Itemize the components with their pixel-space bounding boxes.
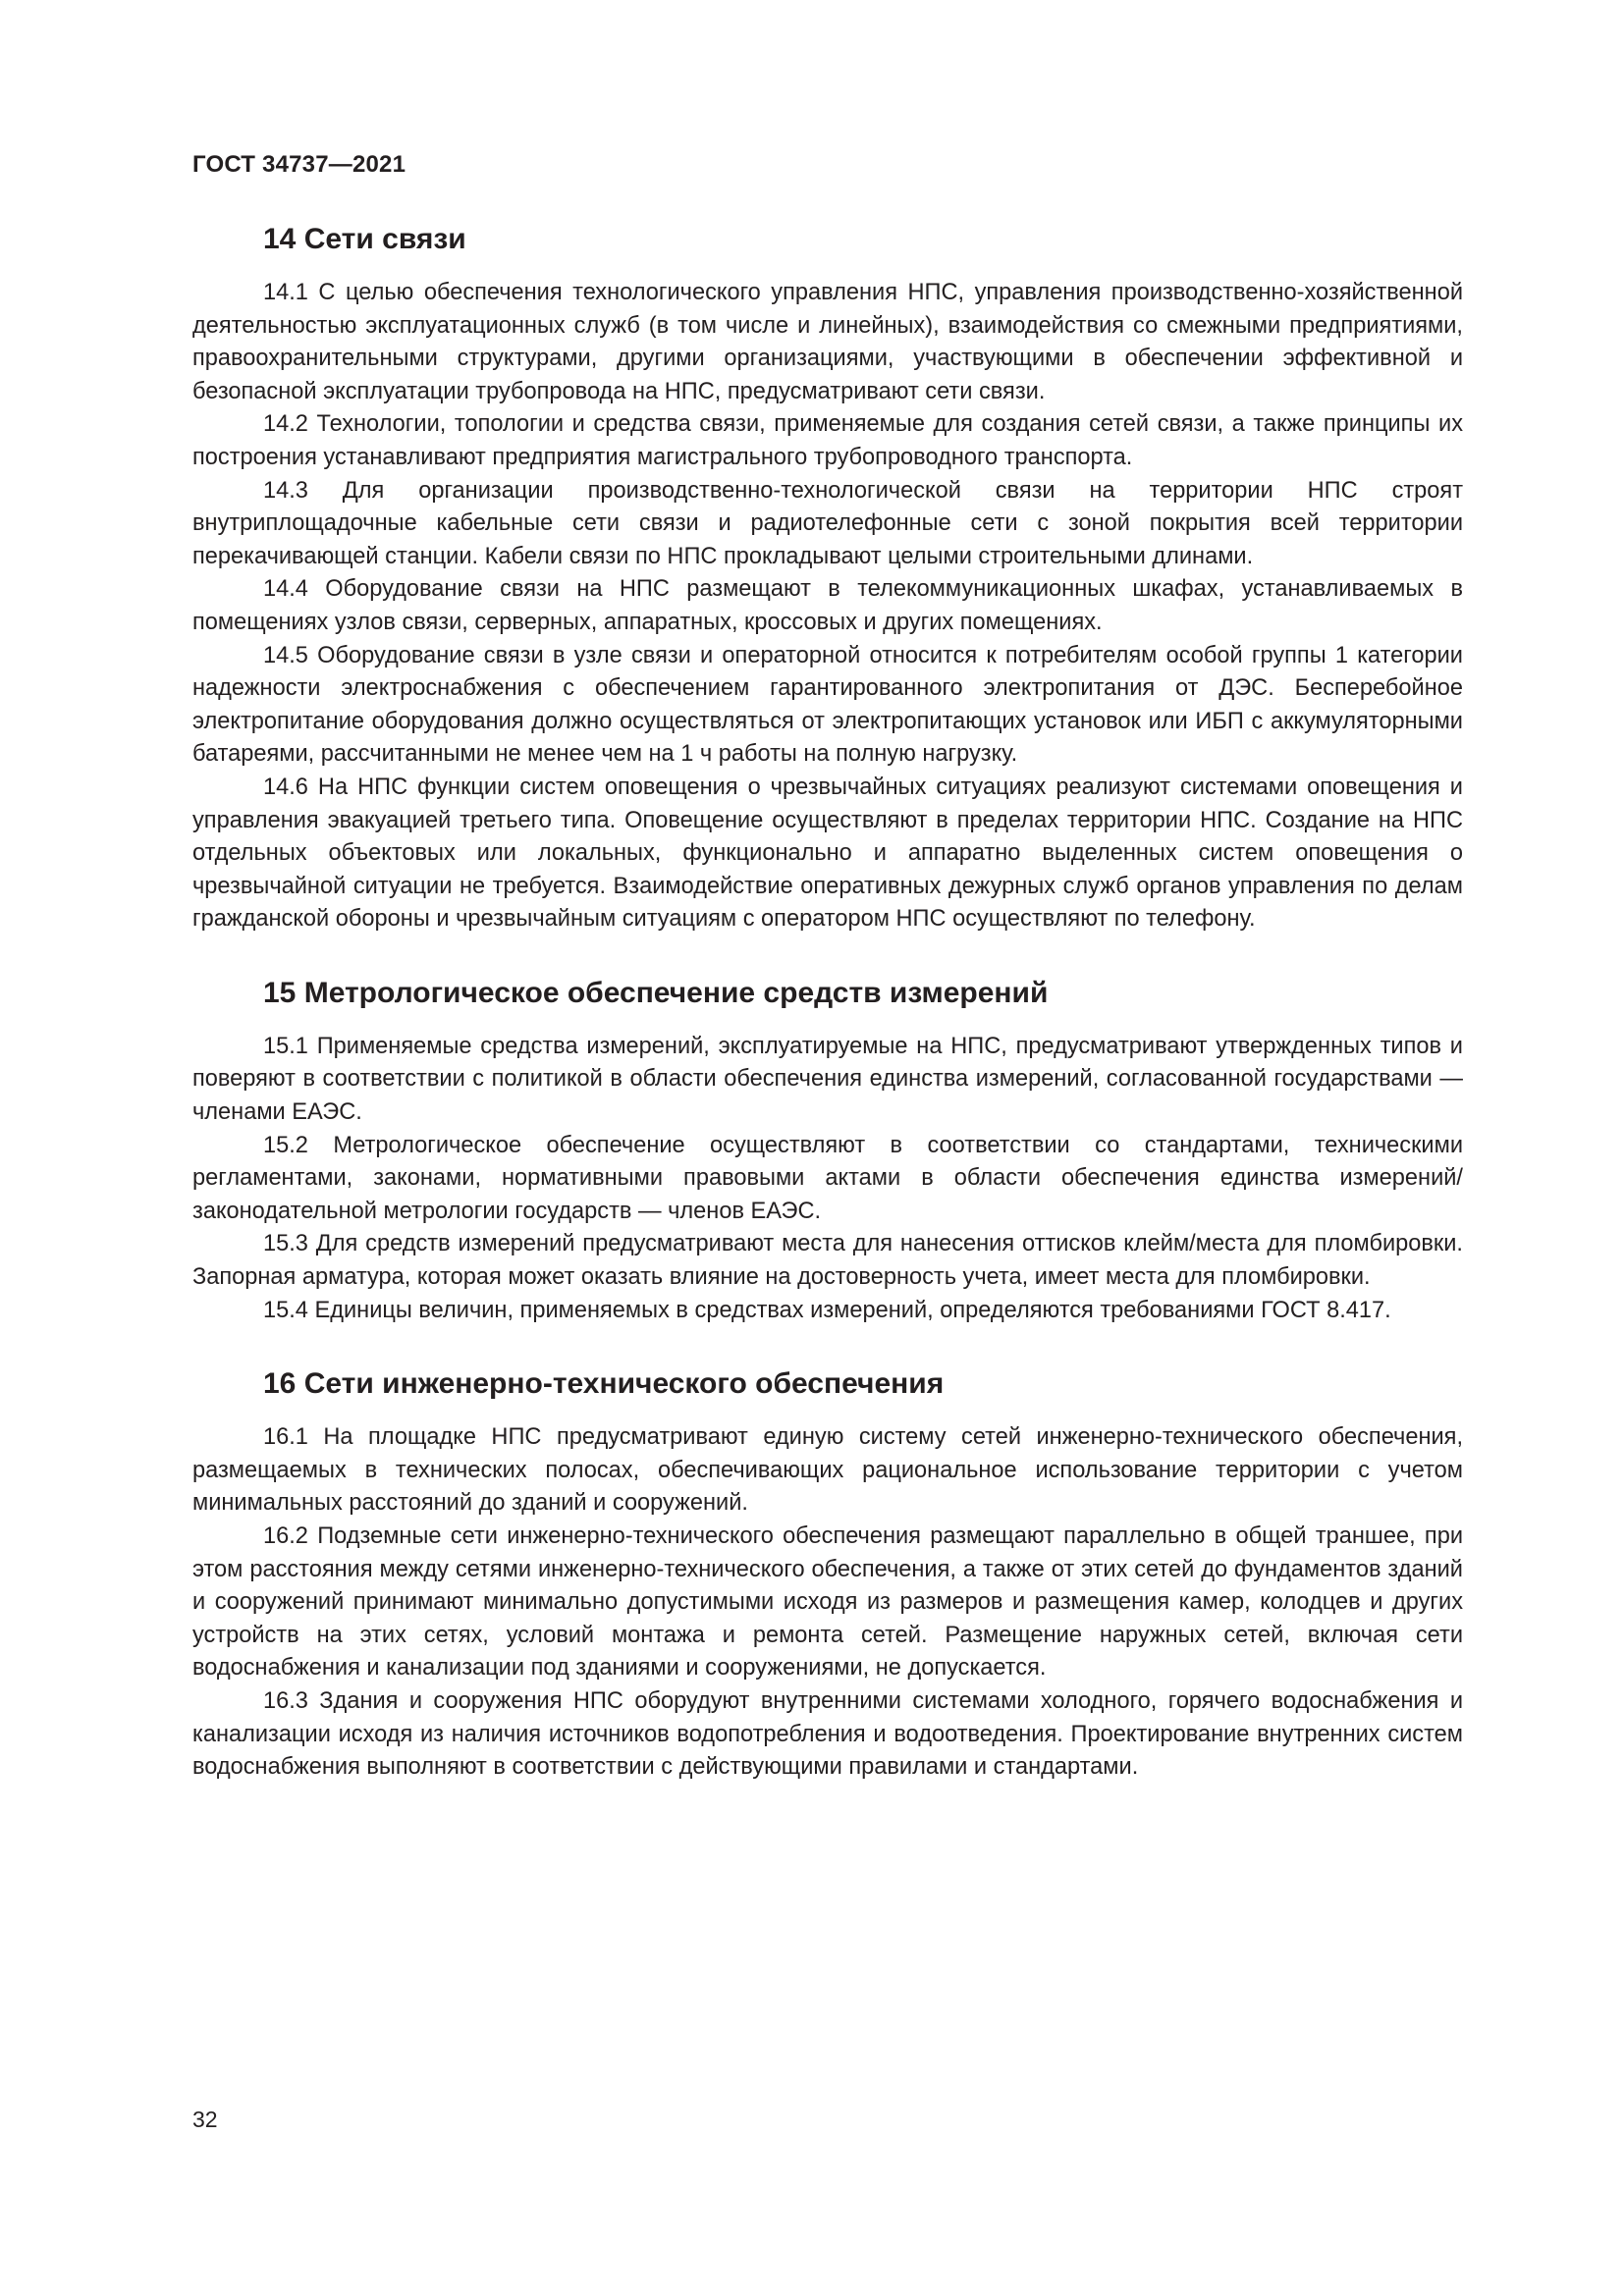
paragraph-15-4: 15.4 Единицы величин, применяемых в средствах измерений, определяются требованиями ГОСТ 8.417. (263, 1297, 1391, 1323)
document-body (192, 218, 1463, 1820)
section-title: 14 Сети связи (263, 223, 466, 255)
paragraph-16-2: 16.2 Подземные сети инженерно-технического обеспечения размещают параллельно в общей траншее, при этом расстояния между сетями инженерно-технического обеспечения, а также от этих сетей до фундаментов зданий и сооружений принимают минимально допустимыми исходя из размеров и размещения камер, колодцев и других устройств на этих сетях, условий монтажа и ремонта сетей. Размещение наружных сетей, включая сети водоснабжения и канализации под зданиями и сооружениями, не допускается. (192, 1523, 1463, 1682)
section-15 (192, 972, 1463, 1327)
paragraph-14-4: 14.4 Оборудование связи на НПС размещают в телекоммуникационных шкафах, устанавливаемых в помещениях узлов связи, серверных, аппаратных, кроссовых и других помещениях. (192, 576, 1463, 635)
paragraph-14-6: 14.6 На НПС функции систем оповещения о чрезвычайных ситуациях реализуют системами оповещения и управления эвакуацией третьего типа. Оповещение осуществляют в пределах территории НПС. Создание на НПС отдельных объектовых или локальных, функционально и аппаратно выделенных систем оповещения о чрезвычайной ситуации не требуется. Взаимодействие оперативных дежурных служб органов управления по делам гражданской обороны и чрезвычайным ситуациям с оператором НПС осуществляют по телефону. (192, 774, 1463, 933)
page-number: 32 (192, 2107, 218, 2132)
paragraph-14-3: 14.3 Для организации производственно-технологической связи на территории НПС строят внутриплощадочные кабельные сети связи и радиотелефонные сети с зоной покрытия всей территории перекачивающей станции. Кабели связи по НПС прокладывают целыми строительными длинами. (192, 477, 1463, 569)
paragraph-15-1: 15.1 Применяемые средства измерений, эксплуатируемые на НПС, предусматривают утвержденных типов и поверяют в соответствии с политикой в области обеспечения единства измерений, согласованной государствами — членами ЕАЭС. (192, 1033, 1463, 1126)
paragraph-14-2: 14.2 Технологии, топологии и средства связи, применяемые для создания сетей связи, а также принципы их построения устанавливают предприятия магистрального трубопроводного транспорта. (192, 411, 1463, 470)
paragraph-14-5: 14.5 Оборудование связи в узле связи и операторной относится к потребителям особой группы 1 категории надежности электроснабжения с обеспечением гарантированного электропитания от ДЭС. Бесперебойное электропитание оборудования должно осуществляться от электропитающих установок или ИБП с аккумуляторными батареями, рассчитанными не менее чем на 1 ч работы на полную нагрузку. (192, 642, 1463, 768)
section-title: 16 Сети инженерно-технического обеспечения (263, 1367, 945, 1401)
section-16 (192, 1362, 1463, 1785)
section-title: 15 Метрологическое обеспечение средств измерений (263, 976, 1049, 1009)
paragraph-16-3: 16.3 Здания и сооружения НПС оборудуют внутренними системами холодного, горячего водоснабжения и канализации исходя из наличия источников водопотребления и водоотведения. Проектирование внутренних систем водоснабжения выполняют в соответствии с действующими правилами и стандартами. (192, 1687, 1463, 1781)
paragraph-16-1: 16.1 На площадке НПС предусматривают единую систему сетей инженерно-технического обеспечения, размещаемых в технических полосах, обеспечивающих рациональное использование территории с учетом минимальных расстояний до зданий и сооружений. (192, 1424, 1463, 1517)
section-14 (192, 218, 1463, 936)
document-header: ГОСТ 34737—2021 (192, 151, 406, 178)
paragraph-14-1: 14.1 С целью обеспечения технологического управления НПС, управления производственно-хозяйственной деятельностью эксплуатационных служб (в том числе и линейных), взаимодействия со смежными предприятиями, правоохранительными структурами, другими организациями, участвующими в обеспечении эффективной и безопасной эксплуатации трубопровода на НПС, предусматривают сети связи. (192, 280, 1463, 404)
paragraph-15-2: 15.2 Метрологическое обеспечение осуществляют в соответствии со стандартами, техническими регламентами, законами, нормативными правовыми актами в области обеспечения единства измерений/законодательной метрологии государств — членов ЕАЭС. (192, 1132, 1463, 1224)
paragraph-15-3: 15.3 Для средств измерений предусматривают места для нанесения оттисков клейм/места для пломбировки. Запорная арматура, которая может оказать влияние на достоверность учета, имеет места для пломбировки. (192, 1231, 1463, 1291)
